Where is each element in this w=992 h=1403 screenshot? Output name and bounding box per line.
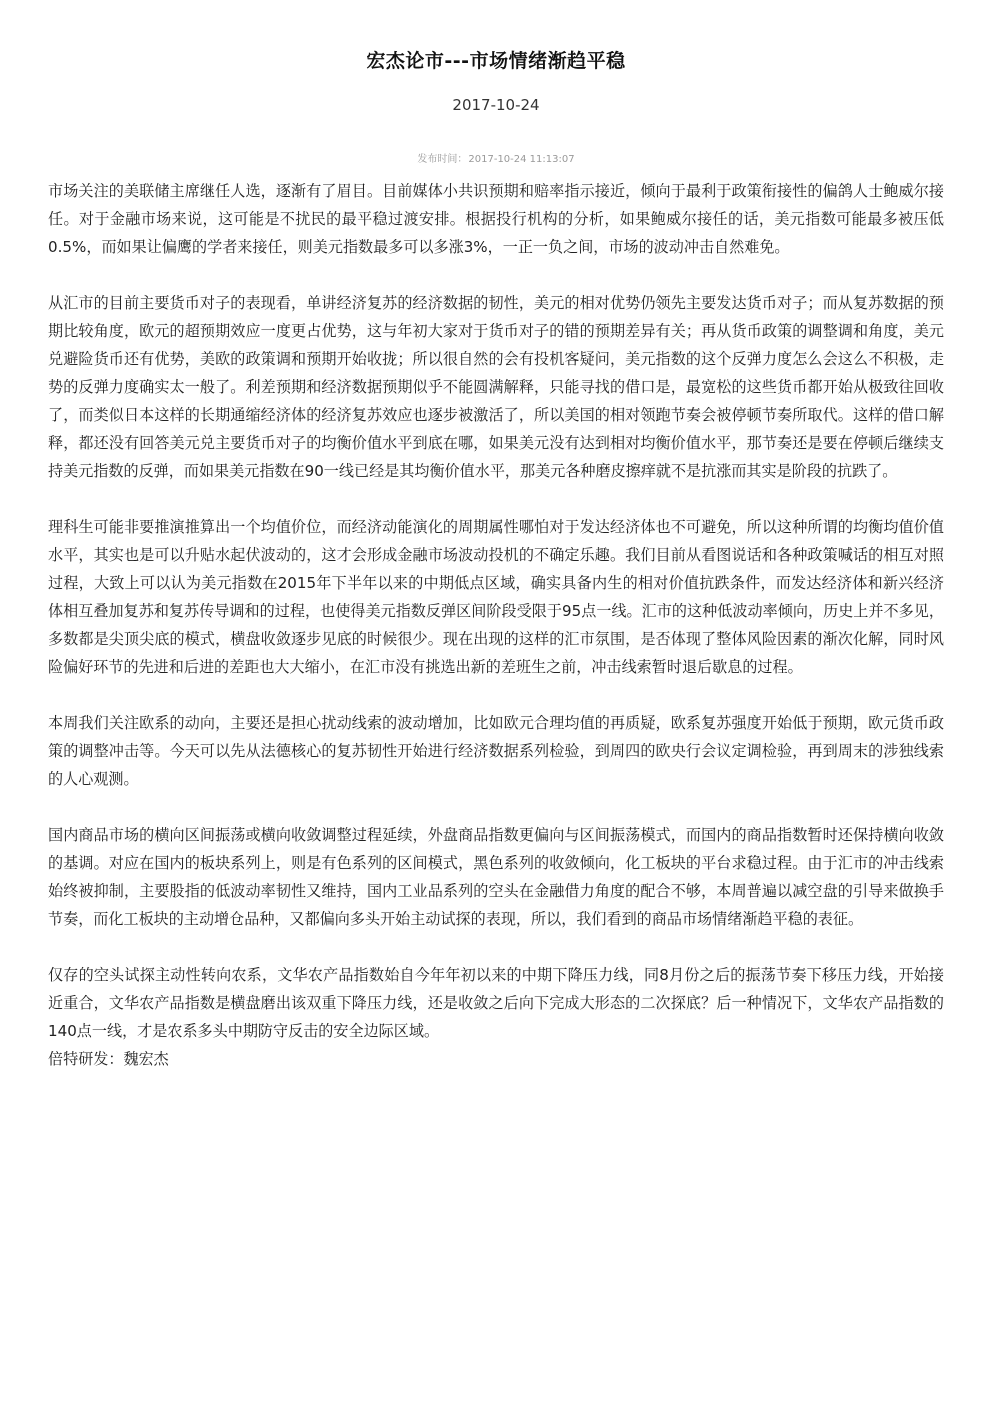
publish-time-line — [0, 150, 992, 165]
paragraph-4: 本周我们关注欧系的动向，主要还是担心扰动线索的波动增加，比如欧元合理均值的再质疑，欧系复苏强度开始低于预期，欧元货币政策的调整冲击等。今天可以先从法德核心的复苏韧性开始进行经济数据系列检验，到周四的欧央行会议定调检验，再到周末的涉独线索的人心观测。 — [48, 714, 944, 788]
paragraph-5: 国内商品市场的横向区间振荡或横向收敛调整过程延续，外盘商品指数更偏向与区间振荡模式，而国内的商品指数暂时还保持横向收敛的基调。对应在国内的板块系列上，则是有色系列的区间模式，黑色系列的收敛倾向，化工板块的平台求稳过程。由于汇市的冲击线索始终被抑制，主要股指的低波动率韧性又维持，国内工业品系列的空头在金融借力角度的配合不够，本周普遍以减空盘的引导来做换手节奏，而化工板块的主动增仓品种，又都偏向多头开始主动试探的表现，所以，我们看到的商品市场情绪渐趋平稳的表征。 — [48, 826, 944, 928]
paragraph-3: 理科生可能非要推演推算出一个均值价位，而经济动能演化的周期属性哪怕对于发达经济体也不可避免，所以这种所谓的均衡均值价值水平，其实也是可以升贴水起伏波动的，这才会形成金融市场波动投机的不确定乐趣。我们目前从看图说话和各种政策喊话的相互对照过程，大致上可以认为美元指数在2015年下半年以来的中期低点区域，确实具备内生的相对价值抗跌条件，而发达经济体和新兴经济体相互叠加复苏和复苏传导调和的过程，也使得美元指数反弹区间阶段受限于95点一线。汇市的这种低波动率倾向，历史上并不多见，多数都是尖顶尖底的模式，横盘收敛逐步见底的时候很少。现在出现的这样的汇市氛围，是否体现了整体风险因素的渐次化解，同时风险偏好环节的先进和后进的差距也大大缩小，在汇市没有挑选出新的差班生之前，冲击线索暂时退后歇息的过程。 — [48, 518, 944, 676]
article-body — [48, 177, 944, 1073]
paragraph-1: 市场关注的美联储主席继任人选，逐渐有了眉目。目前媒体小共识预期和赔率指示接近，倾向于最利于政策衔接性的偏鸽人士鲍威尔接任。对于金融市场来说，这可能是不扰民的最平稳过渡安排。根据投行机构的分析，如果鲍威尔接任的话，美元指数可能最多被压低0.5%，而如果让偏鹰的学者来接任，则美元指数最多可以多涨3%，一正一负之间，市场的波动冲击自然难免。 — [48, 182, 944, 256]
paragraph-2: 从汇市的目前主要货币对子的表现看，单讲经济复苏的经济数据的韧性，美元的相对优势仍领先主要发达货币对子；而从复苏数据的预期比较角度，欧元的超预期效应一度更占优势，这与年初大家对于货币对子的错的预期差异有关；再从货币政策的调整调和角度，美元兑避险货币还有优势，美欧的政策调和预期开始收拢；所以很自然的会有投机客疑问，美元指数的这个反弹力度怎么会这么不积极，走势的反弹力度确实太一般了。利差预期和经济数据预期似乎不能圆满解释，只能寻找的借口是，最宽松的这些货币都开始从极致往回收了，而类似日本这样的长期通缩经济体的经济复苏效应也逐步被激活了，所以美国的相对领跑节奏会被停顿节奏所取代。这样的借口解释，都还没有回答美元兑主要货币对子的均衡价值水平到底在哪，如果美元没有达到相对均衡价值水平，那节奏还是要在停顿后继续支持美元指数的反弹，而如果美元指数在90一线已经是其均衡价值水平，那美元各种磨皮擦痒就不是抗涨而其实是阶段的抗跌了。 — [48, 294, 944, 480]
paragraph-6: 仅存的空头试探主动性转向农系，文华农产品指数始自今年年初以来的中期下降压力线，同8月份之后的振荡节奏下移压力线，开始接近重合，文华农产品指数是横盘磨出该双重下降压力线，还是收敛之后向下完成大形态的二次探底？后一种情况下，文华农产品指数的140点一线，才是农系多头中期防守反击的安全边际区域。 — [48, 966, 944, 1040]
publish-time-label: 发布时间： — [417, 154, 468, 165]
article-title: 宏杰论市---市场情绪渐趋平稳 — [366, 50, 626, 72]
article-date: 2017-10-24 — [452, 96, 540, 114]
publish-time-value: 2017-10-24 11:13:07 — [468, 154, 575, 165]
author-signature: 倍特研发：魏宏杰 — [48, 1050, 169, 1068]
